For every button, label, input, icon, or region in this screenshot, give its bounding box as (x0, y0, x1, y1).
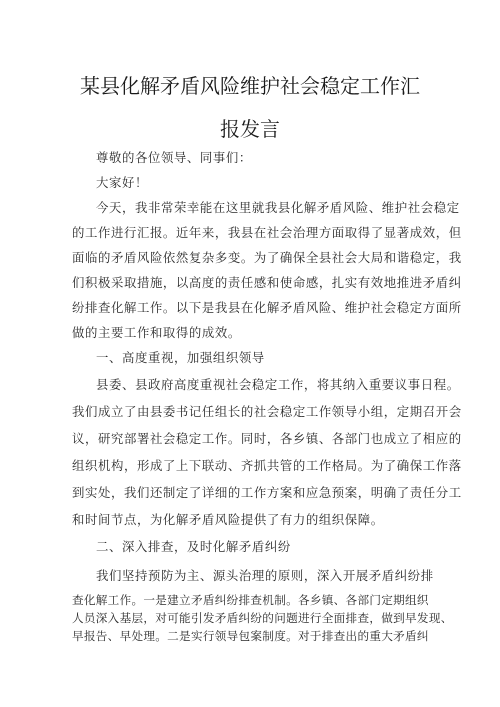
section1-line: 议，研究部署社会稳定工作。同时，各乡镇、各部门也成立了相应的 (72, 431, 462, 446)
section2-line: 人员深入基层，对可能引发矛盾纠纷的问题进行全面排查，做到早发现、 (72, 611, 453, 625)
intro-line: 纷排查化解工作。以下是我县在化解矛盾风险、维护社会稳定方面所 (72, 300, 462, 315)
section-heading-2: 二、深入排查，及时化解矛盾纠纷 (96, 539, 291, 554)
intro-line: 面临的矛盾风险依然复杂多变。为了确保全县社会大局和谐稳定，我 (72, 250, 462, 265)
section1-line: 县委、县政府高度重视社会稳定工作，将其纳入重要议事日程。 (96, 377, 460, 392)
section1-line: 我们成立了由县委书记任组长的社会稳定工作领导小组，定期召开会 (72, 404, 462, 419)
section2-line: 查化解工作。一是建立矛盾纠纷排查机制。各乡镇、各部门定期组织 (72, 593, 429, 607)
section-heading-1: 一、高度重视，加强组织领导 (96, 350, 265, 365)
intro-line: 的工作进行汇报。近年来，我县在社会治理方面取得了显著成效，但 (72, 225, 462, 240)
document-title-line-1: 某县化解矛盾风险维护社会稳定工作汇 (80, 74, 420, 98)
greeting: 大家好！ (96, 175, 148, 190)
document-title-line-2: 报发言 (220, 117, 280, 141)
section1-line: 组织机构，形成了上下联动、齐抓共管的工作格局。为了确保工作落 (72, 458, 462, 473)
section2-line: 早报告、早处理。二是实行领导包案制度。对于排查出的重大矛盾纠 (72, 629, 429, 643)
intro-line: 做的主要工作和取得的成效。 (72, 325, 241, 340)
intro-line: 们积极采取措施，以高度的责任感和使命感，扎实有效地推进矛盾纠 (72, 275, 462, 290)
section1-line: 到实处，我们还制定了详细的工作方案和应急预案，明确了责任分工 (72, 485, 462, 500)
section2-line: 我们坚持预防为主、源头治理的原则，深入开展矛盾纠纷排 (96, 568, 434, 583)
salutation: 尊敬的各位领导、同事们： (96, 150, 252, 165)
section1-line: 和时间节点，为化解矛盾风险提供了有力的组织保障。 (72, 512, 384, 527)
intro-line: 今天，我非常荣幸能在这里就我县化解矛盾风险、维护社会稳定 (96, 200, 460, 215)
